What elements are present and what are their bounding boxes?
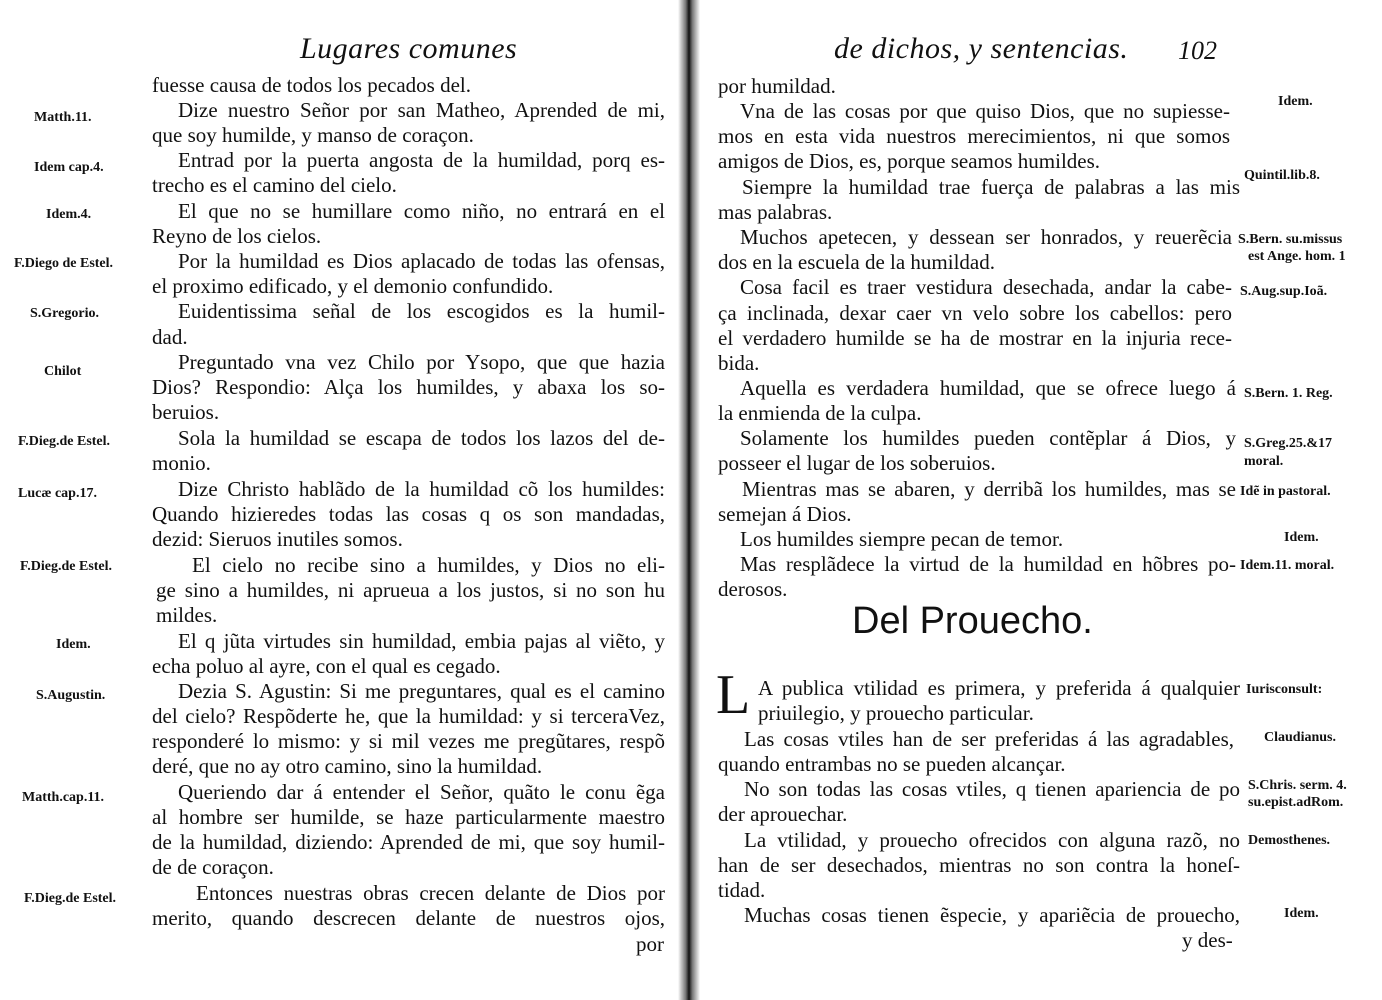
text-line: beruios. [152, 400, 220, 424]
margin-note: Matth.11. [34, 110, 92, 125]
margin-note: Demosthenes. [1248, 833, 1331, 848]
text-line: de la humildad, diziendo: Aprended de mi, que soy humil- [152, 830, 665, 854]
book-gutter [678, 0, 700, 1000]
text-line: Solamente los humildes pueden contẽplar á Dios, y [740, 426, 1236, 450]
text-line: bida. [718, 351, 760, 375]
margin-note: S.Bern. 1. Reg. [1244, 386, 1333, 401]
section-title: Del Prouecho. [852, 600, 1093, 642]
text-line: el proximo edificado, y el demonio confundido. [152, 274, 554, 298]
margin-note: F.Dieg.de Estel. [20, 559, 113, 574]
right-running-head: de dichos, y sentencias. [834, 32, 1129, 65]
margin-note: F.Dieg.de Estel. [24, 891, 117, 906]
margin-note: Quintil.lib.8. [1244, 168, 1320, 183]
text-line: dad. [152, 325, 188, 349]
text-line: ge sino a humildes, ni aprueua a los justos, si no son hu [156, 578, 665, 602]
text-line: Dios? Respondio: Alça los humildes, y abaxa los so- [152, 375, 665, 399]
text-line: mos en esta vida nuestros merecimientos, ni que somos [718, 124, 1230, 148]
text-line: Muchas cosas tienen ẽspecie, y apariẽcia de prouecho, [744, 903, 1240, 927]
text-line: Muchos apetecen, y dessean ser honrados, y reuerẽcia [740, 225, 1232, 249]
margin-note: Chilot [44, 364, 82, 379]
text-line: Dize Christo hablãdo de la humildad cõ los humildes: [178, 477, 665, 501]
text-line: deré, que no ay otro camino, sino la humildad. [152, 754, 543, 778]
drop-cap: L [716, 664, 751, 726]
text-line: A publica vtilidad es primera, y preferida á qualquier [758, 676, 1240, 700]
margin-note: S.Chris. serm. 4. [1248, 778, 1347, 793]
left-page [0, 0, 678, 1000]
text-line: por humildad. [718, 74, 836, 98]
text-line: Sola la humildad se escapa de todos los lazos del de- [178, 426, 665, 450]
margin-note: S.Aug.sup.Ioã. [1240, 284, 1328, 299]
text-line: quando entrambas no se pueden alcançar. [718, 752, 1066, 776]
text-line: echa poluo al ayre, con el qual es cegado. [152, 654, 501, 678]
text-line: Vna de las cosas por que quiso Dios, que no supiesse- [740, 99, 1230, 123]
text-line: mas palabras. [718, 200, 833, 224]
text-line: Los humildes siempre pecan de temor. [740, 527, 1064, 551]
text-line: Euidentissima señal de los escogidos es la humil- [178, 299, 665, 323]
text-line: tidad. [718, 878, 766, 902]
right-page [700, 0, 1382, 1000]
text-line: Siempre la humildad trae fuerça de palabras a las mis [742, 175, 1240, 199]
text-line: No son todas las cosas vtiles, q tienen apariencia de po [744, 777, 1240, 801]
text-line: merito, quando descrecen delante de nuestros ojos, [152, 906, 665, 930]
text-line: Quando hizieredes todas las cosas q os son mandadas, [152, 502, 665, 526]
margin-note: Idem. [1284, 906, 1319, 921]
text-line: Mientras mas se abaren, y derribã los humildes, mas se [742, 477, 1236, 501]
text-line: Cosa facil es traer vestidura desechada, andar la cabe- [740, 275, 1232, 299]
margin-note: Idem.11. moral. [1240, 558, 1335, 573]
margin-note: moral. [1244, 454, 1284, 469]
text-line: amigos de Dios, es, porque seamos humildes. [718, 149, 1101, 173]
margin-note: S.Gregorio. [30, 306, 99, 321]
text-line: Entonces nuestras obras crecen delante de Dios por [196, 881, 665, 905]
text-line: Por la humildad es Dios aplacado de todas las ofensas, [178, 249, 665, 273]
text-line: fuesse causa de todos los pecados del. [152, 73, 471, 97]
text-line: semejan á Dios. [718, 502, 852, 526]
margin-note: Lucæ cap.17. [18, 486, 97, 501]
margin-note: Idem cap.4. [34, 160, 104, 175]
text-line: que soy humilde, y manso de coraçon. [152, 123, 474, 147]
margin-note: Claudianus. [1264, 730, 1336, 745]
text-line: dezid: Sieruos inutiles somos. [152, 527, 403, 551]
margin-note: Iurisconsult: [1246, 682, 1323, 697]
text-line: de de coraçon. [152, 855, 274, 879]
text-line: El q jũta virtudes sin humildad, embia pajas al viẽto, y [178, 629, 665, 653]
margin-note: su.epist.adRom. [1248, 795, 1344, 810]
text-line: El cielo no recibe sino a humildes, y Dios no eli- [192, 553, 665, 577]
margin-note: est Ange. hom. 1 [1248, 249, 1346, 264]
text-line: mildes. [156, 603, 218, 627]
text-line: Dize nuestro Señor por san Matheo, Aprended de mi, [178, 98, 665, 122]
text-line: Entrad por la puerta angosta de la humildad, porq es- [178, 148, 665, 172]
margin-note: F.Diego de Estel. [14, 256, 114, 271]
text-line: Reyno de los cielos. [152, 224, 322, 248]
text-line: dos en la escuela de la humildad. [718, 250, 995, 274]
text-line: han de ser desechados, mientras no son contra la honeſ- [718, 853, 1240, 877]
text-line: Mas resplãdece la virtud de la humildad en hõbres po- [740, 552, 1236, 576]
margin-note: Idem. [1278, 94, 1313, 109]
text-line: El que no se humillare como niño, no entrará en el [178, 199, 665, 223]
text-line: el verdadero humilde se ha de mostrar en la injuria rece- [718, 326, 1232, 350]
text-line: Aquella es verdadera humildad, que se ofrece luego á [740, 376, 1236, 400]
text-line: responderé lo mismo: y si mil vezes me pregũtares, respõ [152, 729, 665, 753]
text-line: der aprouechar. [718, 802, 848, 826]
margin-note: Idẽ in pastoral. [1240, 484, 1331, 499]
text-line: posseer el lugar de los soberuios. [718, 451, 996, 475]
margin-note: S.Greg.25.&17 [1244, 436, 1333, 451]
catchword: y des- [1182, 928, 1233, 952]
margin-note: Idem. [56, 637, 91, 652]
text-line: al hombre ser humilde, se haze particularmente maestro [152, 805, 665, 829]
margin-note: Idem.4. [46, 207, 92, 222]
text-line: la enmienda de la culpa. [718, 401, 922, 425]
margin-note: S.Augustin. [36, 688, 106, 703]
text-line: Las cosas vtiles han de ser preferidas á las agradables, [744, 727, 1234, 751]
catchword: por [636, 932, 664, 956]
page-number: 102 [1178, 36, 1217, 65]
margin-note: S.Bern. su.missus [1238, 232, 1343, 247]
margin-note: Idem. [1284, 530, 1319, 545]
margin-note: F.Dieg.de Estel. [18, 434, 111, 449]
text-line: ça inclinada, dexar caer vn velo sobre los cabellos: pero [718, 301, 1232, 325]
text-line: del cielo? Respõderte he, que la humildad: y si terceraVez, [152, 704, 665, 728]
text-line: trecho es el camino del cielo. [152, 173, 397, 197]
text-line: Dezia S. Agustin: Si me preguntares, qual es el camino [178, 679, 665, 703]
text-line: La vtilidad, y prouecho ofrecidos con alguna razõ, no [744, 828, 1240, 852]
text-line: monio. [152, 451, 211, 475]
text-line: derosos. [718, 577, 788, 601]
left-running-head: Lugares comunes [300, 32, 518, 65]
text-line: Preguntado vna vez Chilo por Ysopo, que que hazia [178, 350, 665, 374]
text-line: Queriendo dar á entender el Señor, quãto le conu ẽga [178, 780, 665, 804]
text-line: priuilegio, y prouecho particular. [758, 701, 1034, 725]
margin-note: Matth.cap.11. [22, 790, 105, 805]
